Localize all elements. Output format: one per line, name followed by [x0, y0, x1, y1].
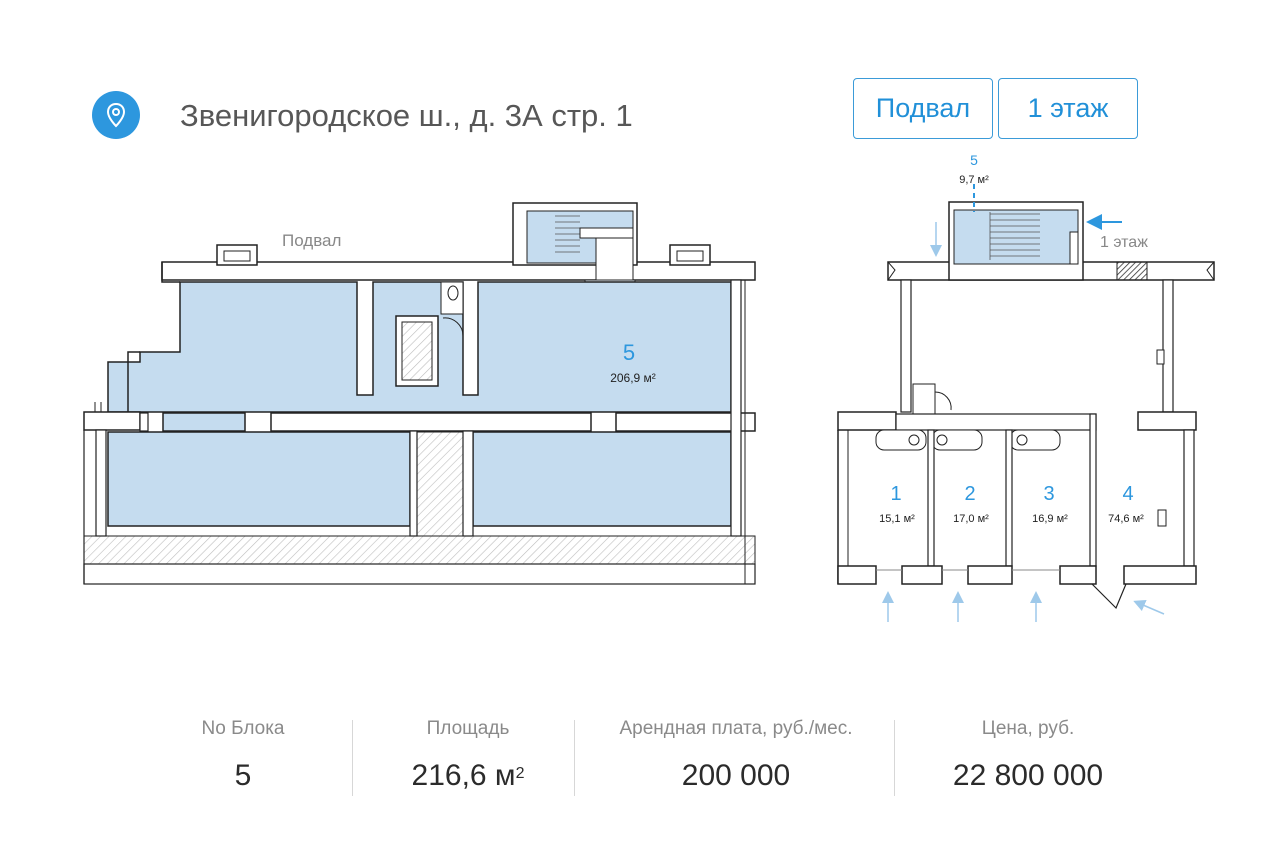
basement-unit-area: 206,9 м² — [610, 371, 656, 385]
first-floor-plan — [838, 152, 1214, 622]
floor-button-basement[interactable]: Подвал — [853, 78, 993, 139]
ff-unit-4-number: 4 — [1122, 483, 1134, 505]
basement-plan — [84, 203, 755, 584]
floor-button-first-floor[interactable]: 1 этаж — [998, 78, 1138, 139]
ff-unit-1-area: 15,1 м² — [879, 513, 915, 525]
stat-block — [163, 714, 323, 796]
ff-unit-5-area: 9,7 м² — [959, 174, 989, 186]
stat-area — [378, 714, 558, 796]
stat-area-value: 216,6 $м^2$ — [411, 759, 525, 792]
stat-price-label: Цена, руб. — [981, 718, 1075, 739]
ff-unit-3-number: 3 — [1043, 483, 1055, 505]
first-floor-label: 1 этаж — [1100, 234, 1148, 251]
stat-divider — [574, 720, 575, 796]
ff-unit-5-number: 5 — [970, 152, 978, 168]
stat-rent — [596, 714, 876, 796]
stat-price-value: 22 800 000 — [952, 759, 1104, 792]
stat-rent-value: 200 000 — [681, 759, 791, 792]
ff-unit-4-area: 74,6 м² — [1108, 513, 1144, 525]
stat-divider — [894, 720, 895, 796]
ff-unit-2-area: 17,0 м² — [953, 513, 989, 525]
basement-unit-number: 5 — [622, 340, 636, 365]
stat-block-label: No Блока — [201, 718, 285, 739]
stat-area-label: Площадь — [426, 718, 510, 739]
stat-divider — [352, 720, 353, 796]
ff-unit-3-area: 16,9 м² — [1032, 513, 1068, 525]
ff-unit-1-number: 1 — [890, 483, 902, 505]
ff-unit-2-number: 2 — [964, 483, 976, 505]
address-title: Звенигородское ш., д. 3А стр. 1 — [180, 98, 633, 133]
basement-floor-label: Подвал — [282, 231, 342, 250]
stat-rent-label: Арендная плата, руб./мес. — [619, 718, 853, 739]
stats-row — [0, 714, 1280, 804]
stat-block-value: 5 — [234, 759, 252, 792]
stat-price — [928, 714, 1128, 796]
